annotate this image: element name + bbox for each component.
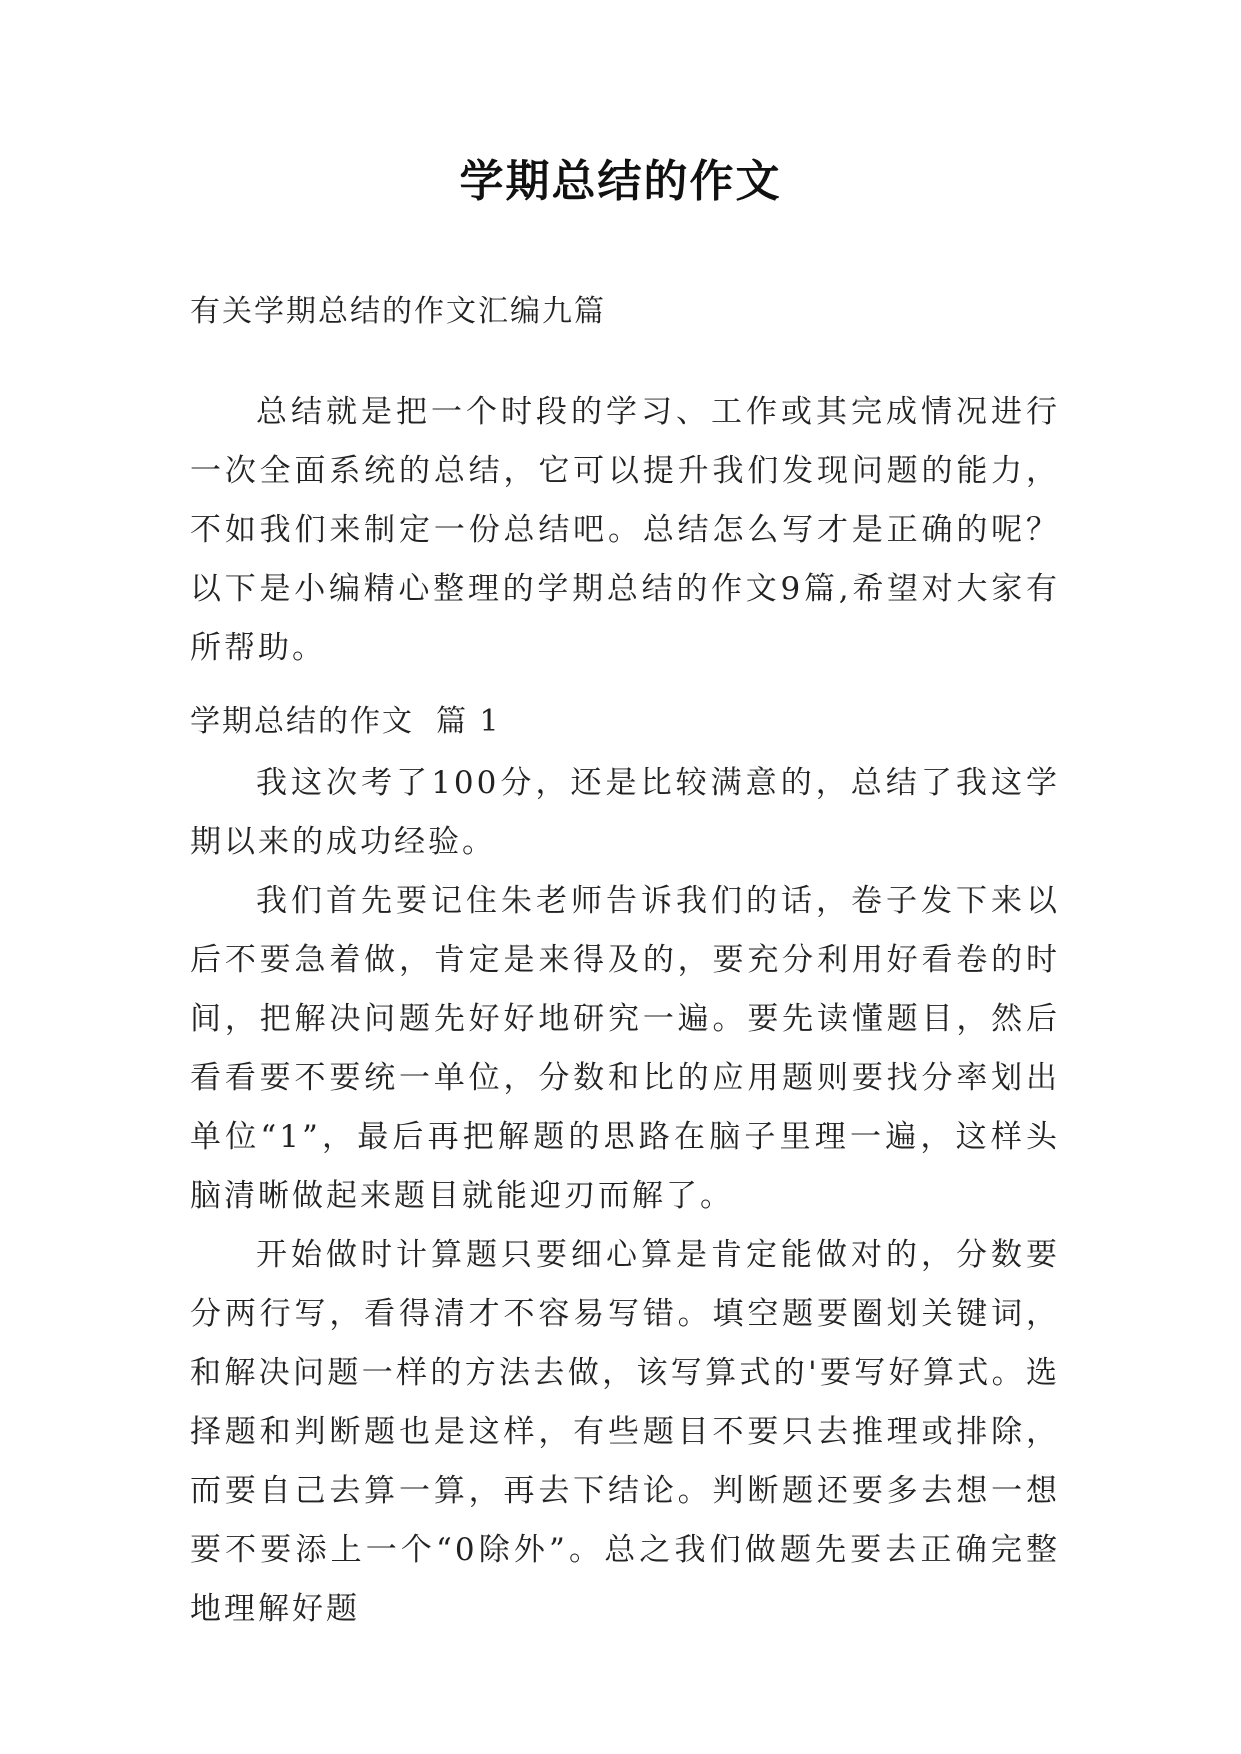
body-paragraph-1: 我这次考了100分，还是比较满意的，总结了我这学期以来的成功经验。	[190, 765, 1060, 860]
section-number: 篇 1	[436, 704, 501, 739]
document-title: 学期总结的作文	[459, 156, 782, 207]
intro-paragraph: 总结就是把一个时段的学习、工作或其完成情况进行一次全面系统的总结，它可以提升我们发现问题的能力，不如我们来制定一份总结吧。总结怎么写才是正确的呢？以下是小编精心整理的学期总结的作文9篇,希望对大家有所帮助。	[190, 394, 1060, 666]
section-heading	[190, 700, 501, 744]
document-subtitle: 有关学期总结的作文汇编九篇	[190, 294, 606, 329]
section-title: 学期总结的作文	[190, 704, 414, 739]
body-paragraph-2: 我们首先要记住朱老师告诉我们的话，卷子发下来以后不要急着做，肯定是来得及的，要充分利用好看卷的时间，把解决问题先好好地研究一遍。要先读懂题目，然后看看要不要统一单位，分数和比的应用题则要找分率划出单位“1”，最后再把解题的思路在脑子里理一遍，这样头脑清晰做起来题目就能迎刃而解了。	[190, 883, 1060, 1214]
body-paragraph-3: 开始做时计算题只要细心算是肯定能做对的，分数要分两行写，看得清才不容易写错。填空题要圈划关键词，和解决问题一样的方法去做，该写算式的'要写好算式。选择题和判断题也是这样，有些题目不要只去推理或排除，而要自己去算一算，再去下结论。判断题还要多去想一想要不要添上一个“0除外”。总之我们做题先要去正确完整地理解好题	[190, 1237, 1060, 1627]
